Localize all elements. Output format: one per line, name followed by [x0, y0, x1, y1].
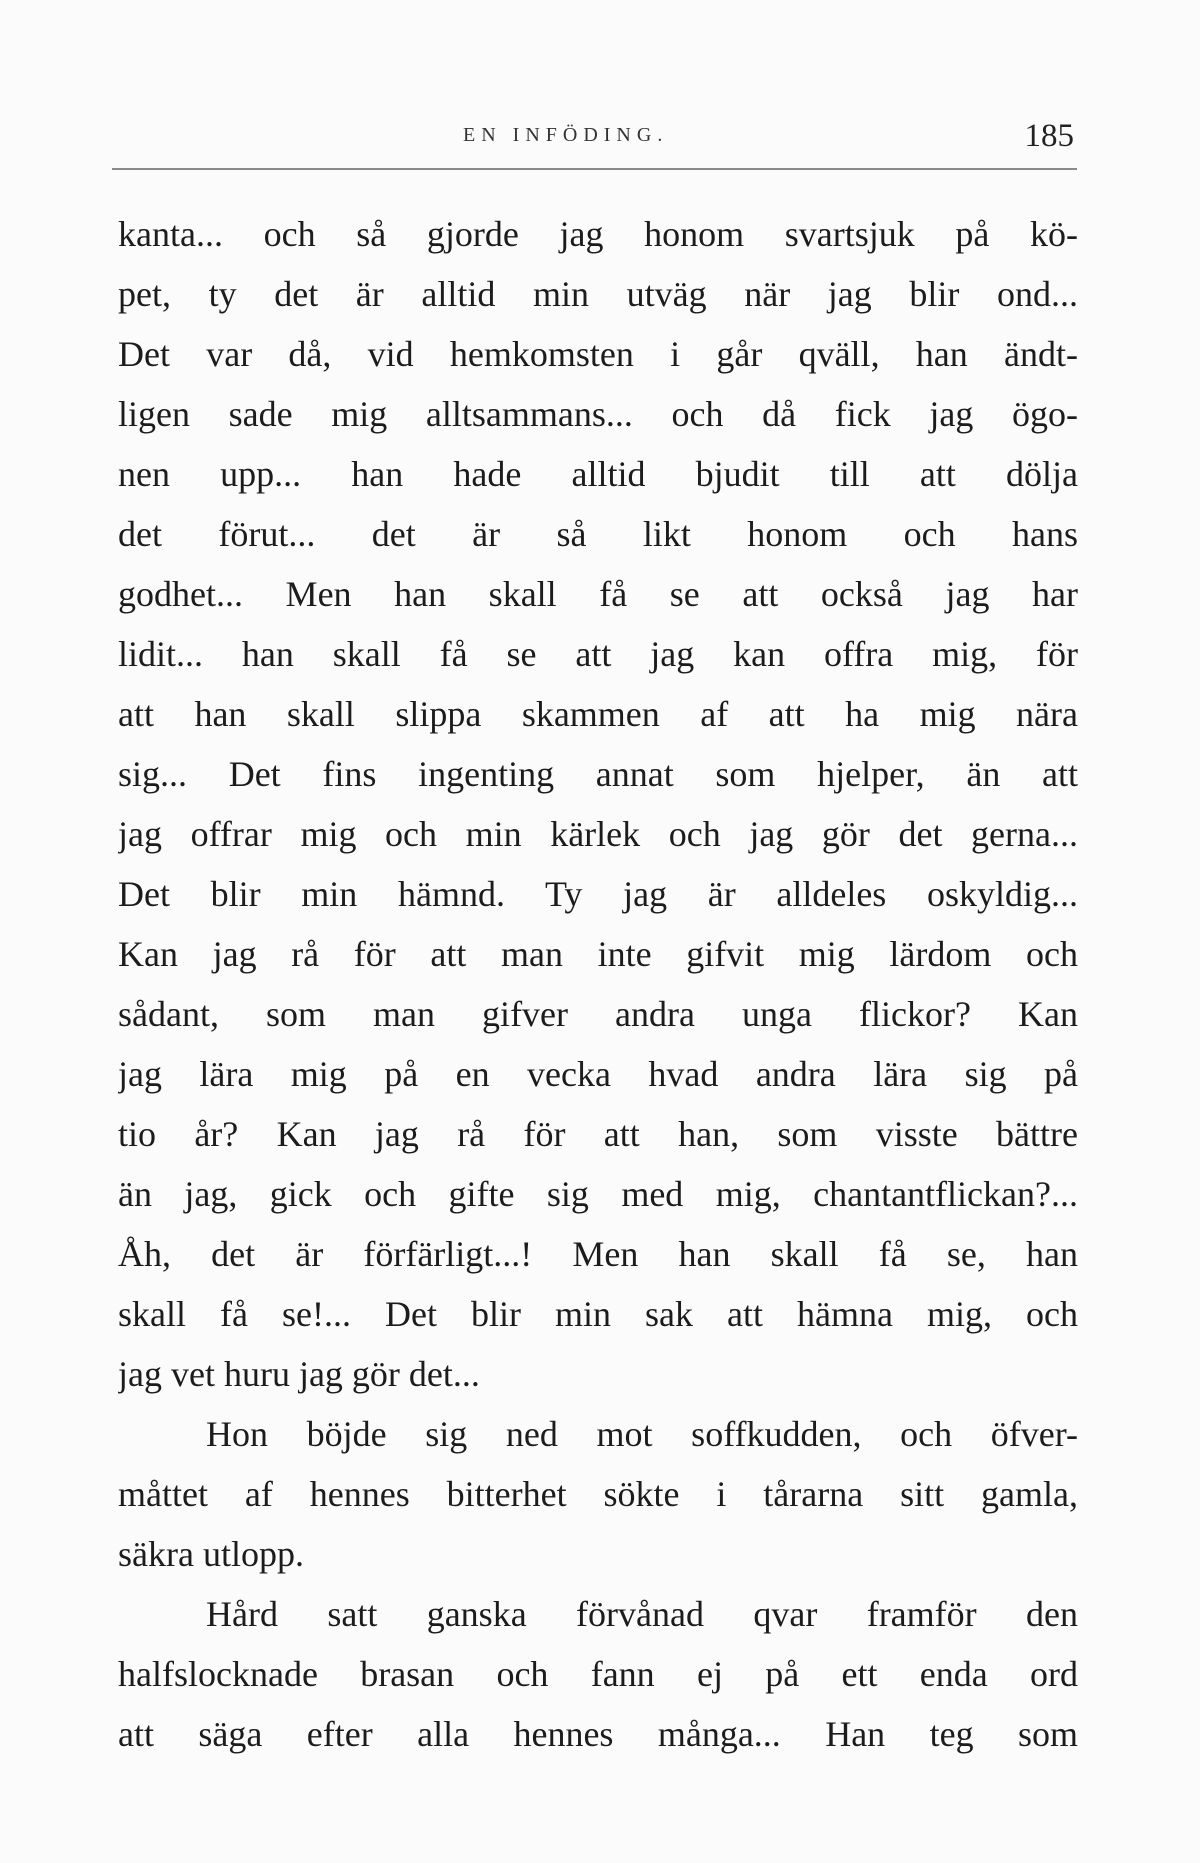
text-line: pet, ty det är alltid min utväg när jag blir ond... [118, 274, 1078, 314]
text-line: Åh, det är förfärligt...! Men han skall få se, han [118, 1234, 1078, 1274]
text-line: jag offrar mig och min kärlek och jag gör det gerna... [118, 814, 1078, 854]
text-line: halfslocknade brasan och fann ej på ett enda ord [118, 1654, 1078, 1694]
text-line: kanta... och så gjorde jag honom svartsjuk på kö- [118, 214, 1078, 254]
text-line: Det var då, vid hemkomsten i går qväll, han ändt- [118, 334, 1078, 374]
text-line: ligen sade mig alltsammans... och då fick jag ögo- [118, 394, 1078, 434]
text-line: Hård satt ganska förvånad qvar framför den [206, 1594, 1078, 1634]
text-line: säkra utlopp. [118, 1534, 304, 1574]
text-line: än jag, gick och gifte sig med mig, chantantflickan?... [118, 1174, 1078, 1214]
text-line: Det blir min hämnd. Ty jag är alldeles oskyldig... [118, 874, 1078, 914]
text-line: att säga efter alla hennes många... Han teg som [118, 1714, 1078, 1754]
text-line: skall få se!... Det blir min sak att hämna mig, och [118, 1294, 1078, 1334]
text-line: att han skall slippa skammen af att ha mig nära [118, 694, 1078, 734]
body-text [118, 204, 1078, 1764]
text-line: lidit... han skall få se att jag kan offra mig, för [118, 634, 1078, 674]
text-line: Hon böjde sig ned mot soffkudden, och öfver- [206, 1414, 1078, 1454]
text-line: godhet... Men han skall få se att också jag har [118, 574, 1078, 614]
text-line: tio år? Kan jag rå för att han, som visste bättre [118, 1114, 1078, 1154]
text-line: sig... Det fins ingenting annat som hjelper, än att [118, 754, 1078, 794]
header-rule [112, 168, 1077, 170]
text-line: jag vet huru jag gör det... [118, 1354, 480, 1394]
running-title: EN INFÖDING. [463, 124, 669, 146]
page-header [118, 118, 1078, 158]
text-line: sådant, som man gifver andra unga flickor? Kan [118, 994, 1078, 1034]
text-line: det förut... det är så likt honom och hans [118, 514, 1078, 554]
text-line: nen upp... han hade alltid bjudit till att dölja [118, 454, 1078, 494]
text-line: jag lära mig på en vecka hvad andra lära sig på [118, 1054, 1078, 1094]
text-line: Kan jag rå för att man inte gifvit mig lärdom och [118, 934, 1078, 974]
page-number: 185 [1024, 118, 1074, 154]
text-line: måttet af hennes bitterhet sökte i tårarna sitt gamla, [118, 1474, 1078, 1514]
